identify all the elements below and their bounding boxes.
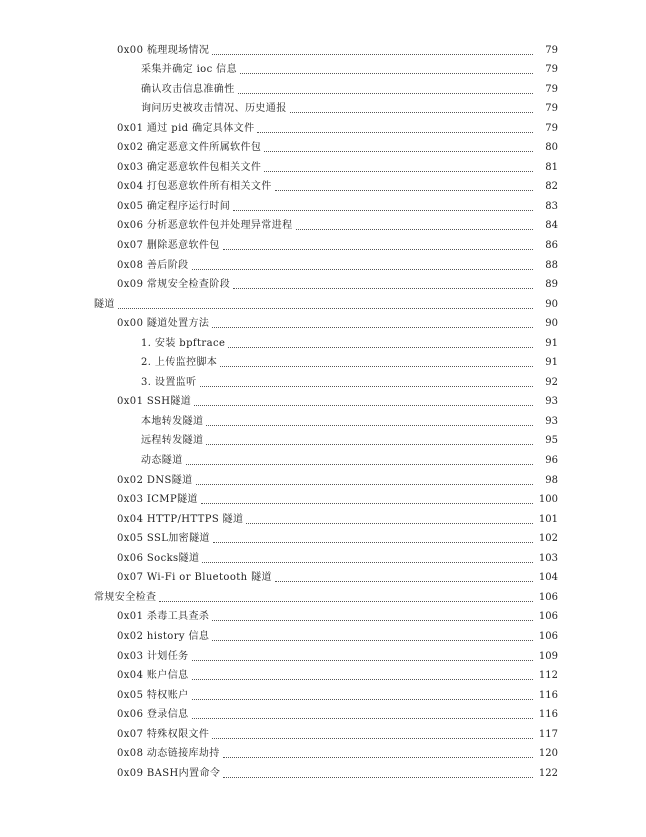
toc-entry[interactable] xyxy=(0,116,646,136)
toc-entry[interactable] xyxy=(0,566,646,586)
toc-entry[interactable] xyxy=(0,703,646,723)
toc-entry-title: 0x04 账户信息 xyxy=(117,670,189,682)
toc-dot-leader xyxy=(264,170,533,172)
toc-entry[interactable] xyxy=(0,136,646,156)
toc-entry-page-number: 79 xyxy=(545,83,558,95)
toc-dot-leader xyxy=(213,541,533,543)
toc-entry[interactable] xyxy=(0,273,646,293)
toc-entry-page-number: 100 xyxy=(538,494,558,506)
toc-entry-page-number: 98 xyxy=(545,474,558,486)
toc-entry-page-number: 90 xyxy=(545,318,558,330)
toc-entry[interactable] xyxy=(0,58,646,78)
toc-entry-page-number: 86 xyxy=(545,240,558,252)
toc-entry-title: 0x06 登录信息 xyxy=(117,709,189,721)
toc-entry[interactable] xyxy=(0,292,646,312)
toc-entry-page-number: 117 xyxy=(538,728,558,740)
toc-entry[interactable] xyxy=(0,370,646,390)
toc-entry-page-number: 91 xyxy=(545,357,558,369)
toc-entry-title: 0x06 Socks隧道 xyxy=(117,552,200,564)
toc-entry[interactable] xyxy=(0,409,646,429)
toc-entry[interactable] xyxy=(0,429,646,449)
toc-dot-leader xyxy=(206,443,533,445)
toc-entry-page-number: 104 xyxy=(538,572,558,584)
toc-dot-leader xyxy=(238,92,533,94)
toc-entry-page-number: 82 xyxy=(545,181,558,193)
toc-dot-leader xyxy=(192,717,533,719)
toc-dot-leader xyxy=(296,228,533,230)
toc-dot-leader xyxy=(220,365,533,367)
toc-dot-leader xyxy=(192,678,533,680)
toc-dot-leader xyxy=(192,698,533,700)
toc-entry-page-number: 91 xyxy=(545,337,558,349)
toc-entry-page-number: 116 xyxy=(538,689,558,701)
toc-entry[interactable] xyxy=(0,761,646,781)
toc-entry[interactable] xyxy=(0,38,646,58)
toc-entry-title: 确认攻击信息准确性 xyxy=(141,83,235,95)
toc-entry-title: 0x04 打包恶意软件所有相关文件 xyxy=(117,181,272,193)
toc-entry[interactable] xyxy=(0,97,646,117)
toc-entry[interactable] xyxy=(0,312,646,332)
toc-entry-title: 3. 设置监听 xyxy=(141,376,197,388)
toc-entry[interactable] xyxy=(0,233,646,253)
toc-entry[interactable] xyxy=(0,683,646,703)
toc-entry-title: 0x02 history 信息 xyxy=(117,630,210,642)
toc-entry-page-number: 122 xyxy=(538,767,558,779)
toc-dot-leader xyxy=(212,737,533,739)
toc-entry[interactable] xyxy=(0,624,646,644)
toc-entry[interactable] xyxy=(0,507,646,527)
toc-dot-leader xyxy=(202,561,533,563)
toc-entry-page-number: 84 xyxy=(545,220,558,232)
toc-dot-leader xyxy=(212,53,533,55)
toc-dot-leader xyxy=(212,639,533,641)
toc-entry-title: 0x01 杀毒工具查杀 xyxy=(117,611,210,623)
toc-dot-leader xyxy=(200,385,533,387)
toc-entry-title: 动态隧道 xyxy=(141,455,183,467)
toc-dot-leader xyxy=(290,111,533,113)
toc-entry[interactable] xyxy=(0,331,646,351)
toc-entry[interactable] xyxy=(0,77,646,97)
toc-entry[interactable] xyxy=(0,214,646,234)
toc-entry-title: 0x00 梳理现场情况 xyxy=(117,44,210,56)
toc-entry-page-number: 79 xyxy=(545,64,558,76)
toc-entry-page-number: 95 xyxy=(545,435,558,447)
toc-entry[interactable] xyxy=(0,448,646,468)
toc-entry-page-number: 116 xyxy=(538,709,558,721)
toc-entry[interactable] xyxy=(0,351,646,371)
toc-entry-page-number: 90 xyxy=(545,298,558,310)
toc-entry[interactable] xyxy=(0,390,646,410)
toc-dot-leader xyxy=(223,756,533,758)
toc-entry-title: 0x07 删除恶意软件包 xyxy=(117,240,220,252)
toc-entry-title: 0x08 善后阶段 xyxy=(117,259,189,271)
toc-entry-page-number: 101 xyxy=(538,513,558,525)
toc-dot-leader xyxy=(228,346,533,348)
toc-entry-title: 0x07 Wi-Fi or Bluetooth 隧道 xyxy=(117,572,272,584)
toc-entry-title: 0x09 BASH内置命令 xyxy=(117,767,221,779)
toc-entry-title: 1. 安装 bpftrace xyxy=(141,337,226,349)
toc-entry[interactable] xyxy=(0,722,646,742)
toc-dot-leader xyxy=(264,150,533,152)
toc-dot-leader xyxy=(186,463,533,465)
toc-dot-leader xyxy=(194,404,533,406)
toc-entry-page-number: 81 xyxy=(545,161,558,173)
toc-dot-leader xyxy=(201,502,533,504)
toc-dot-leader xyxy=(233,209,533,211)
toc-dot-leader xyxy=(257,131,533,133)
toc-entry[interactable] xyxy=(0,527,646,547)
toc-dot-leader xyxy=(275,189,533,191)
toc-entry-page-number: 106 xyxy=(538,591,558,603)
toc-entry[interactable] xyxy=(0,175,646,195)
toc-entry-title: 0x05 SSL加密隧道 xyxy=(117,533,210,545)
toc-dot-leader xyxy=(192,268,533,270)
toc-dot-leader xyxy=(275,580,533,582)
toc-dot-leader xyxy=(223,248,533,250)
toc-entry[interactable] xyxy=(0,253,646,273)
table-of-contents xyxy=(0,38,646,781)
toc-entry-page-number: 106 xyxy=(538,630,558,642)
toc-entry-page-number: 102 xyxy=(538,533,558,545)
toc-entry-title: 0x03 确定恶意软件包相关文件 xyxy=(117,161,262,173)
toc-entry[interactable] xyxy=(0,585,646,605)
toc-entry-page-number: 93 xyxy=(545,396,558,408)
toc-entry[interactable] xyxy=(0,546,646,566)
toc-entry-title: 0x01 通过 pid 确定具体文件 xyxy=(117,122,255,134)
toc-entry-title: 采集并确定 ioc 信息 xyxy=(141,64,237,76)
toc-entry-title: 0x05 特权账户 xyxy=(117,689,189,701)
toc-entry-title: 0x05 确定程序运行时间 xyxy=(117,200,231,212)
toc-entry-title: 隧道 xyxy=(94,298,115,310)
toc-dot-leader xyxy=(246,522,533,524)
toc-entry-page-number: 112 xyxy=(538,670,558,682)
toc-entry-title: 0x09 常规安全检查阶段 xyxy=(117,279,231,291)
toc-entry[interactable] xyxy=(0,644,646,664)
toc-dot-leader xyxy=(233,287,533,289)
toc-entry-title: 0x06 分析恶意软件包并处理异常进程 xyxy=(117,220,293,232)
toc-entry[interactable] xyxy=(0,605,646,625)
toc-entry-page-number: 93 xyxy=(545,415,558,427)
toc-entry-page-number: 96 xyxy=(545,455,558,467)
toc-dot-leader xyxy=(196,483,533,485)
toc-entry-page-number: 92 xyxy=(545,376,558,388)
toc-dot-leader xyxy=(192,659,533,661)
toc-entry-title: 0x04 HTTP/HTTPS 隧道 xyxy=(117,513,244,525)
toc-entry-title: 常规安全检查 xyxy=(94,591,157,603)
toc-entry-page-number: 88 xyxy=(545,259,558,271)
toc-dot-leader xyxy=(118,307,533,309)
toc-entry-title: 0x03 ICMP隧道 xyxy=(117,494,198,506)
toc-entry-title: 本地转发隧道 xyxy=(141,415,204,427)
toc-entry-page-number: 80 xyxy=(545,142,558,154)
toc-entry-title: 0x00 隧道处置方法 xyxy=(117,318,210,330)
toc-entry-page-number: 79 xyxy=(545,44,558,56)
toc-entry[interactable] xyxy=(0,742,646,762)
toc-entry-title: 询问历史被攻击情况、历史通报 xyxy=(141,103,287,115)
toc-entry-page-number: 79 xyxy=(545,122,558,134)
toc-dot-leader xyxy=(159,600,533,602)
toc-entry[interactable] xyxy=(0,664,646,684)
toc-entry-title: 2. 上传监控脚本 xyxy=(141,357,218,369)
toc-entry[interactable] xyxy=(0,488,646,508)
toc-dot-leader xyxy=(240,72,533,74)
toc-entry[interactable] xyxy=(0,194,646,214)
toc-entry-page-number: 106 xyxy=(538,611,558,623)
toc-entry-page-number: 120 xyxy=(538,748,558,760)
toc-dot-leader xyxy=(212,326,533,328)
toc-dot-leader xyxy=(206,424,533,426)
toc-dot-leader xyxy=(212,619,533,621)
toc-entry-page-number: 103 xyxy=(538,552,558,564)
toc-entry-title: 远程转发隧道 xyxy=(141,435,204,447)
toc-entry-title: 0x08 动态链接库劫持 xyxy=(117,748,220,760)
toc-entry-page-number: 79 xyxy=(545,103,558,115)
toc-dot-leader xyxy=(223,776,533,778)
toc-entry[interactable] xyxy=(0,468,646,488)
toc-entry-title: 0x02 DNS隧道 xyxy=(117,474,193,486)
toc-entry-title: 0x01 SSH隧道 xyxy=(117,396,192,408)
toc-entry-title: 0x02 确定恶意文件所属软件包 xyxy=(117,142,262,154)
toc-entry-page-number: 89 xyxy=(545,279,558,291)
toc-entry-page-number: 83 xyxy=(545,200,558,212)
toc-entry-title: 0x03 计划任务 xyxy=(117,650,189,662)
toc-entry-page-number: 109 xyxy=(538,650,558,662)
toc-entry[interactable] xyxy=(0,155,646,175)
toc-entry-title: 0x07 特殊权限文件 xyxy=(117,728,210,740)
